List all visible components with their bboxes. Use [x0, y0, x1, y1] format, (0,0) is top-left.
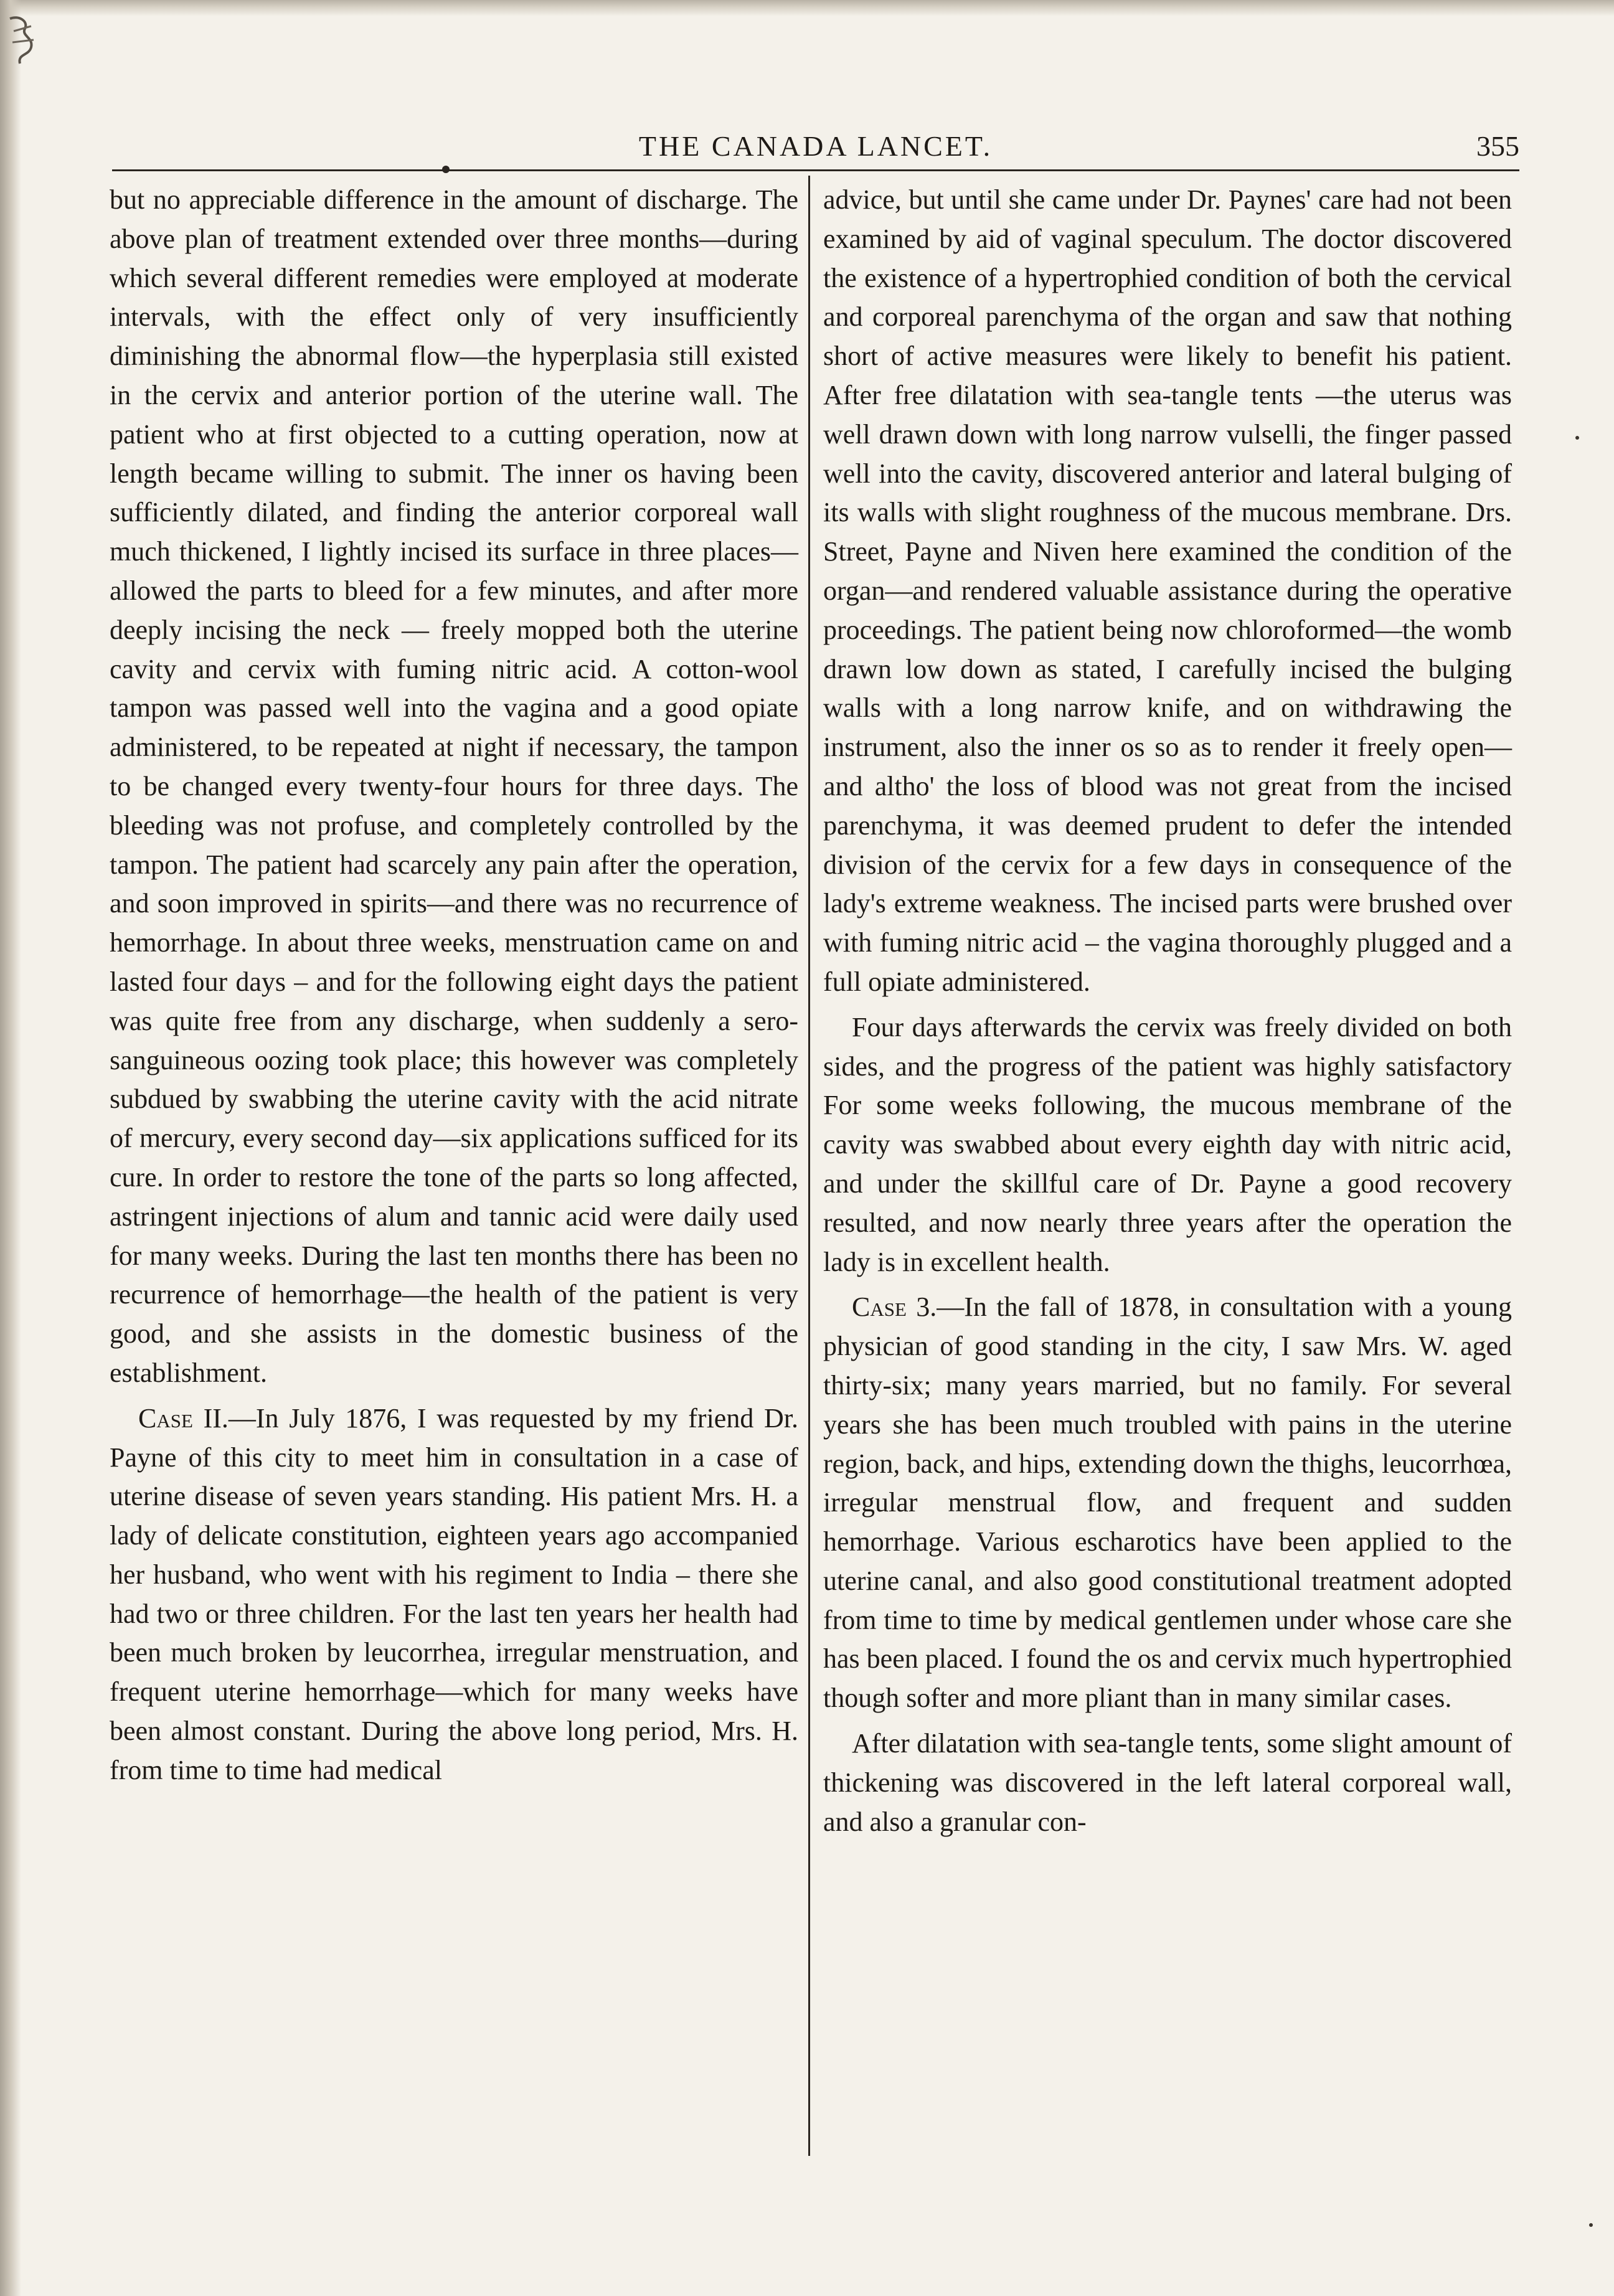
paragraph-case-2 [110, 1399, 798, 1790]
print-fleck [1575, 436, 1579, 440]
case-2-text: —In July 1876, I was requested by my friend Dr. Payne of this city to meet him in consultation in a case of uterine disease of seven years standing. His patient Mrs. H. a lady of delicate constitution, eighteen years ago accompanied her husband, who went with his regiment to India – there she had two or three children. For the last ten years her health had been much broken by leucorrhea, irregular menstruation, and frequent uterine hemorrhage—which for many weeks have been almost constant. During the above long period, Mrs. H. from time to time had medical [110, 1402, 799, 1785]
paragraph-four-days: Four days afterwards the cervix was freely divided on both sides, and the progress of the patient was highly satisfactory For some weeks following, the mucous membrane of the cavity was swabbed about every eighth day with nitric acid, and under the skillful care of Dr. Payne a good recovery resulted, and now nearly three years after the operation the lady is in excellent health. [823, 1011, 1512, 1277]
corner-ornament-icon [6, 12, 44, 69]
page-number: 355 [1476, 130, 1519, 162]
page-left-edge [0, 0, 21, 2296]
paragraph-after-dilatation: After dilatation with sea-tangle tents, some slight amount of thickening was discovered in the left lateral corporeal wall, and also a granular con- [823, 1728, 1512, 1837]
header-rule [112, 169, 1519, 171]
print-fleck [1589, 2223, 1593, 2227]
paragraph-continued: but no appreciable difference in the amount of discharge. The above plan of treatment extended over three months—during which several different remedies were employed at moderate intervals, with the effect only of very insufficiently diminishing the abnormal flow—the hyperplasia still existed in the cervix and anterior portion of the uterine wall. The patient who at first objected to a cutting operation, now at length became willing to submit. The inner os having been sufficiently dilated, and finding the anterior corporeal wall much thickened, I lightly incised its surface in three places—allowed the parts to bleed for a few minutes, and after more deeply incising the neck — freely mopped both the uterine cavity and cervix with fuming nitric acid. A cotton-wool tampon was passed well into the vagina and a good opiate administered, to be repeated at night if necessary, the tampon to be changed every twenty-four hours for three days. The bleeding was not profuse, and completely controlled by the tampon. The patient had scarcely any pain after the operation, and soon improved in spirits—and there was no recurrence of hemorrhage. In about three weeks, menstruation came on and lasted four days – and for the following eight days the patient was quite free from any discharge, when suddenly a sero-sanguineous oozing took place; this however was completely subdued by swabbing the uterine cavity with the acid nitrate of mercury, every second day—six applications sufficed for its cure. In order to restore the tone of the parts so long affected, astringent injections of alum and tannic acid were daily used for many weeks. During the last ten months there has been no recurrence of hemorrhage—the health of the patient is very good, and she assists in the domestic business of the establishment. [110, 184, 798, 1388]
journal-title: THE CANADA LANCET. [638, 130, 993, 162]
case-3-text: —In the fall of 1878, in consultation with a young physician of good standing in the city, I saw Mrs. W. aged thirty-six; many years married, but no family. For several years she has been much troubled with pains in the uterine region, back, and hips, extending down the thighs, leucorrhœa, irregular menstrual flow, and frequent and sudden hemorrhage. Various escharotics have been applied to the uterine canal, and also good constitutional treatment adopted from time to time by medical gentlemen under whose care she has been placed. I found the os and cervix much hypertrophied though softer and more pliant than in many similar cases. [823, 1292, 1512, 1714]
case-3-label: Case 3. [852, 1292, 937, 1323]
paragraph-case-3 [823, 1288, 1512, 1718]
left-column [110, 181, 798, 1790]
column-divider [808, 176, 810, 2156]
page-top-edge [0, 0, 1614, 16]
header-rule-dot [442, 166, 450, 173]
case-2-label: Case II. [138, 1402, 229, 1434]
paragraph-continued-right: advice, but until she came under Dr. Paynes' care had not been examined by aid of vaginal speculum. The doctor discovered the existence of a hypertrophied condition of both the cervical and corporeal parenchyma of the organ and saw that nothing short of active measures were likely to benefit his patient. After free dilatation with sea-tangle tents —the uterus was well drawn down with long narrow vulselli, the finger passed well into the cavity, discovered anterior and lateral bulging of its walls with slight roughness of the mucous membrane. Drs. Street, Payne and Niven here examined the condition of the organ—and rendered valuable assistance during the operative proceedings. The patient being now chloroformed—the womb drawn low down as stated, I carefully incised the bulging walls with a long narrow knife, and on withdrawing the instrument, also the inner os so as to render it freely open—and altho' the loss of blood was not great from the incised parenchyma, it was deemed prudent to defer the intended division of the cervix for a few days in consequence of the lady's extreme weakness. The incised parts were brushed over with fuming nitric acid – the vagina thoroughly plugged and a full opiate administered. [823, 184, 1512, 997]
right-column [823, 181, 1512, 1841]
running-head [112, 128, 1519, 171]
